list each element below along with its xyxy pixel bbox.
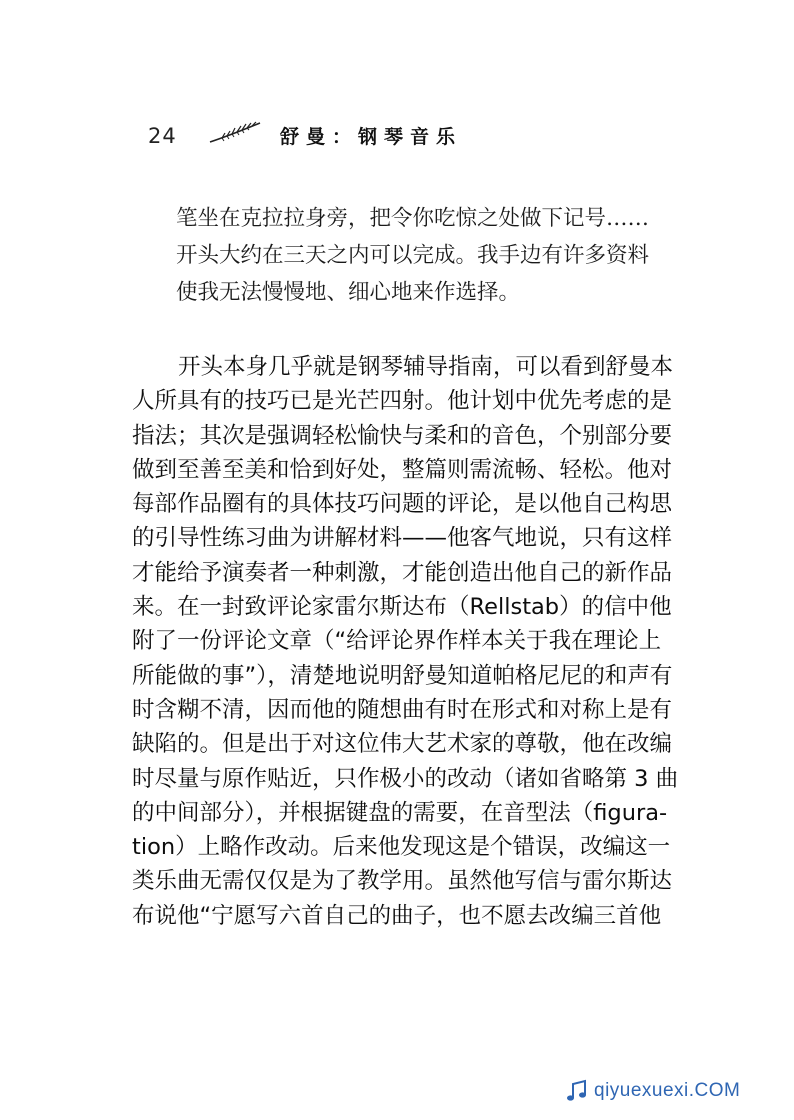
body-line: 的引导性练习曲为讲解材料——他客气地说，只有这样	[132, 525, 673, 552]
quote-line: 使我无法慢慢地、细心地来作选择。	[176, 280, 521, 305]
block-quote	[176, 200, 696, 311]
music-note-icon	[564, 1078, 590, 1104]
body-line: 做到至善至美和恰到好处，整篇则需流畅、轻松。他对	[132, 456, 673, 483]
body-line: 时含糊不清，因而他的随想曲有时在形式和对称上是有	[132, 696, 673, 723]
watermark-text: qiyuexuexi.COM	[594, 1080, 741, 1101]
body-line: 布说他“宁愿写六首自己的曲子，也不愿去改编三首他	[132, 902, 662, 929]
page-header	[148, 118, 668, 152]
body-line: 缺陷的。但是出于对这位伟大艺术家的尊敬，他在改编	[132, 731, 673, 758]
body-line: 的中间部分），并根据键盘的需要，在音型法（figura-	[132, 799, 668, 826]
body-line: 来。在一封致评论家雷尔斯达布（Rellstab）的信中他	[132, 594, 672, 621]
body-paragraph	[132, 350, 698, 933]
body-line: 才能给予演奏者一种刺激，才能创造出他自己的新作品	[132, 559, 673, 586]
quote-line: 开头大约在三天之内可以完成。我手边有许多资料	[176, 243, 650, 268]
body-line: 所能做的事”），清楚地说明舒曼知道帕格尼尼的和声有	[132, 662, 673, 689]
body-line: 类乐曲无需仅仅是为了教学用。虽然他写信与雷尔斯达	[132, 868, 673, 895]
running-title: 舒曼：钢琴音乐	[280, 126, 463, 148]
body-line: 时尽量与原作贴近，只作极小的改动（诸如省略第 3 曲	[132, 765, 679, 792]
feather-ornament-icon	[208, 120, 264, 146]
body-line: 指法；其次是强调轻松愉快与柔和的音色，个别部分要	[132, 422, 673, 449]
site-watermark	[560, 1072, 782, 1112]
body-line: 人所具有的技巧已是光芒四射。他计划中优先考虑的是	[132, 388, 673, 415]
body-line: tion）上略作改动。后来他发现这是个错误，改编这一	[132, 834, 671, 861]
body-line: 开头本身几乎就是钢琴辅导指南，可以看到舒曼本	[178, 354, 674, 380]
quote-line: 笔坐在克拉拉身旁，把令你吃惊之处做下记号……	[176, 206, 650, 231]
body-line: 附了一份评论文章（“给评论界作样本关于我在理论上	[132, 628, 662, 655]
page-number: 24	[148, 124, 177, 148]
body-line: 每部作品圈有的具体技巧问题的评论，是以他自己构思	[132, 491, 673, 518]
